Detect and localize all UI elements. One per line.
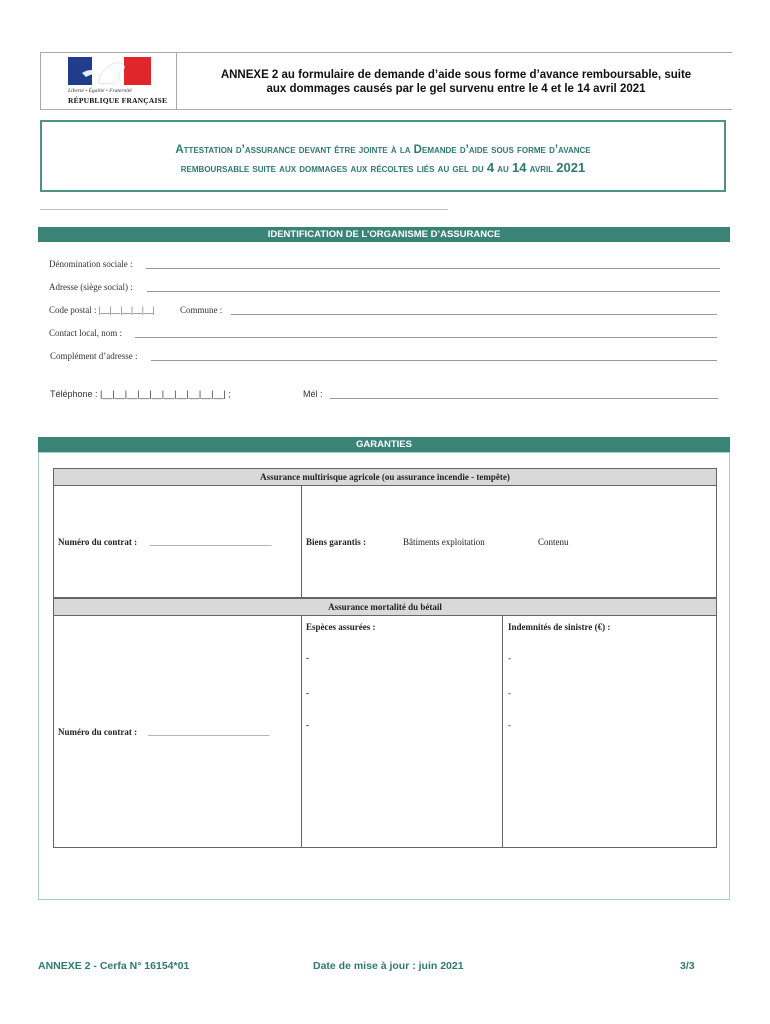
commune-label: Commune : [180, 305, 223, 315]
mel-field[interactable] [330, 398, 718, 399]
indemnites-item[interactable]: - [508, 720, 511, 730]
footer-page: 3/3 [680, 960, 695, 972]
especes-label: Espèces assurées : [306, 622, 376, 632]
option-batiments[interactable]: Bâtiments exploitation [403, 537, 485, 547]
marianne-logo [68, 57, 168, 109]
especes-item[interactable]: - [306, 720, 309, 730]
mel-label: Mél : [303, 389, 323, 399]
motto-text: Liberté • Égalité • Fraternité [68, 88, 132, 94]
mortalite-table [53, 598, 717, 848]
especes-item[interactable]: - [306, 688, 309, 698]
complement-label: Complément d’adresse : [50, 351, 138, 361]
telephone-field[interactable]: Téléphone : |__|__|__|__|__|__|__|__|__|__| ; [50, 389, 231, 399]
option-contenu[interactable]: Contenu [538, 537, 569, 547]
page-title: ANNEXE 2 au formulaire de demande d’aide sous forme d’avance remboursable, suite aux dommages causés par le gel survenu entre le 4 et le 14 avril 2021 [220, 69, 692, 95]
identification-header: IDENTIFICATION DE L’ORGANISME D’ASSURANCE [38, 227, 730, 242]
denomination-label: Dénomination sociale : [49, 259, 133, 269]
especes-item[interactable]: - [306, 653, 309, 663]
table-divider [301, 486, 302, 598]
indemnites-item[interactable]: - [508, 653, 511, 663]
multirisque-contract-label: Numéro du contrat : [58, 537, 138, 547]
table-divider [301, 616, 302, 848]
biens-garantis-label: Biens garantis : [306, 537, 367, 547]
indemnites-label: Indemnités de sinistre (€) : [508, 622, 611, 632]
mortalite-contract-field[interactable]: ___________________________ [148, 727, 270, 737]
garanties-header: GARANTIES [38, 437, 730, 452]
code-postal-field[interactable]: Code postal : |__|__|__|__|__| [49, 305, 155, 315]
mortalite-header: Assurance mortalité du bétail [53, 598, 717, 616]
republic-label: RÉPUBLIQUE FRANÇAISE [68, 96, 168, 105]
mortalite-contract-label: Numéro du contrat : [58, 727, 138, 737]
table-divider [502, 616, 503, 848]
multirisque-header: Assurance multirisque agricole (ou assurance incendie - tempête) [53, 468, 717, 486]
multirisque-table [53, 468, 717, 598]
flag-icon [68, 57, 151, 85]
adresse-field[interactable] [147, 291, 720, 292]
denomination-field[interactable] [146, 268, 720, 269]
indemnites-item[interactable]: - [508, 688, 511, 698]
adresse-label: Adresse (siège social) : [49, 282, 133, 292]
complement-field[interactable] [151, 360, 717, 361]
multirisque-contract-field[interactable]: ___________________________ [150, 537, 272, 547]
footer-date: Date de mise à jour : juin 2021 [313, 960, 464, 972]
contact-label: Contact local, nom : [49, 328, 122, 338]
attestation-title: Attestation d’assurance devant être jointe à la Demande d’aide sous forme d’avance remboursable suite aux dommages aux récoltes liés au gel du 4 au 14 avril 2021 [175, 144, 591, 175]
commune-field[interactable] [231, 314, 717, 315]
contact-field[interactable] [135, 337, 717, 338]
divider [40, 209, 448, 210]
footer-cerfa: ANNEXE 2 - Cerfa N° 16154*01 [38, 960, 190, 972]
